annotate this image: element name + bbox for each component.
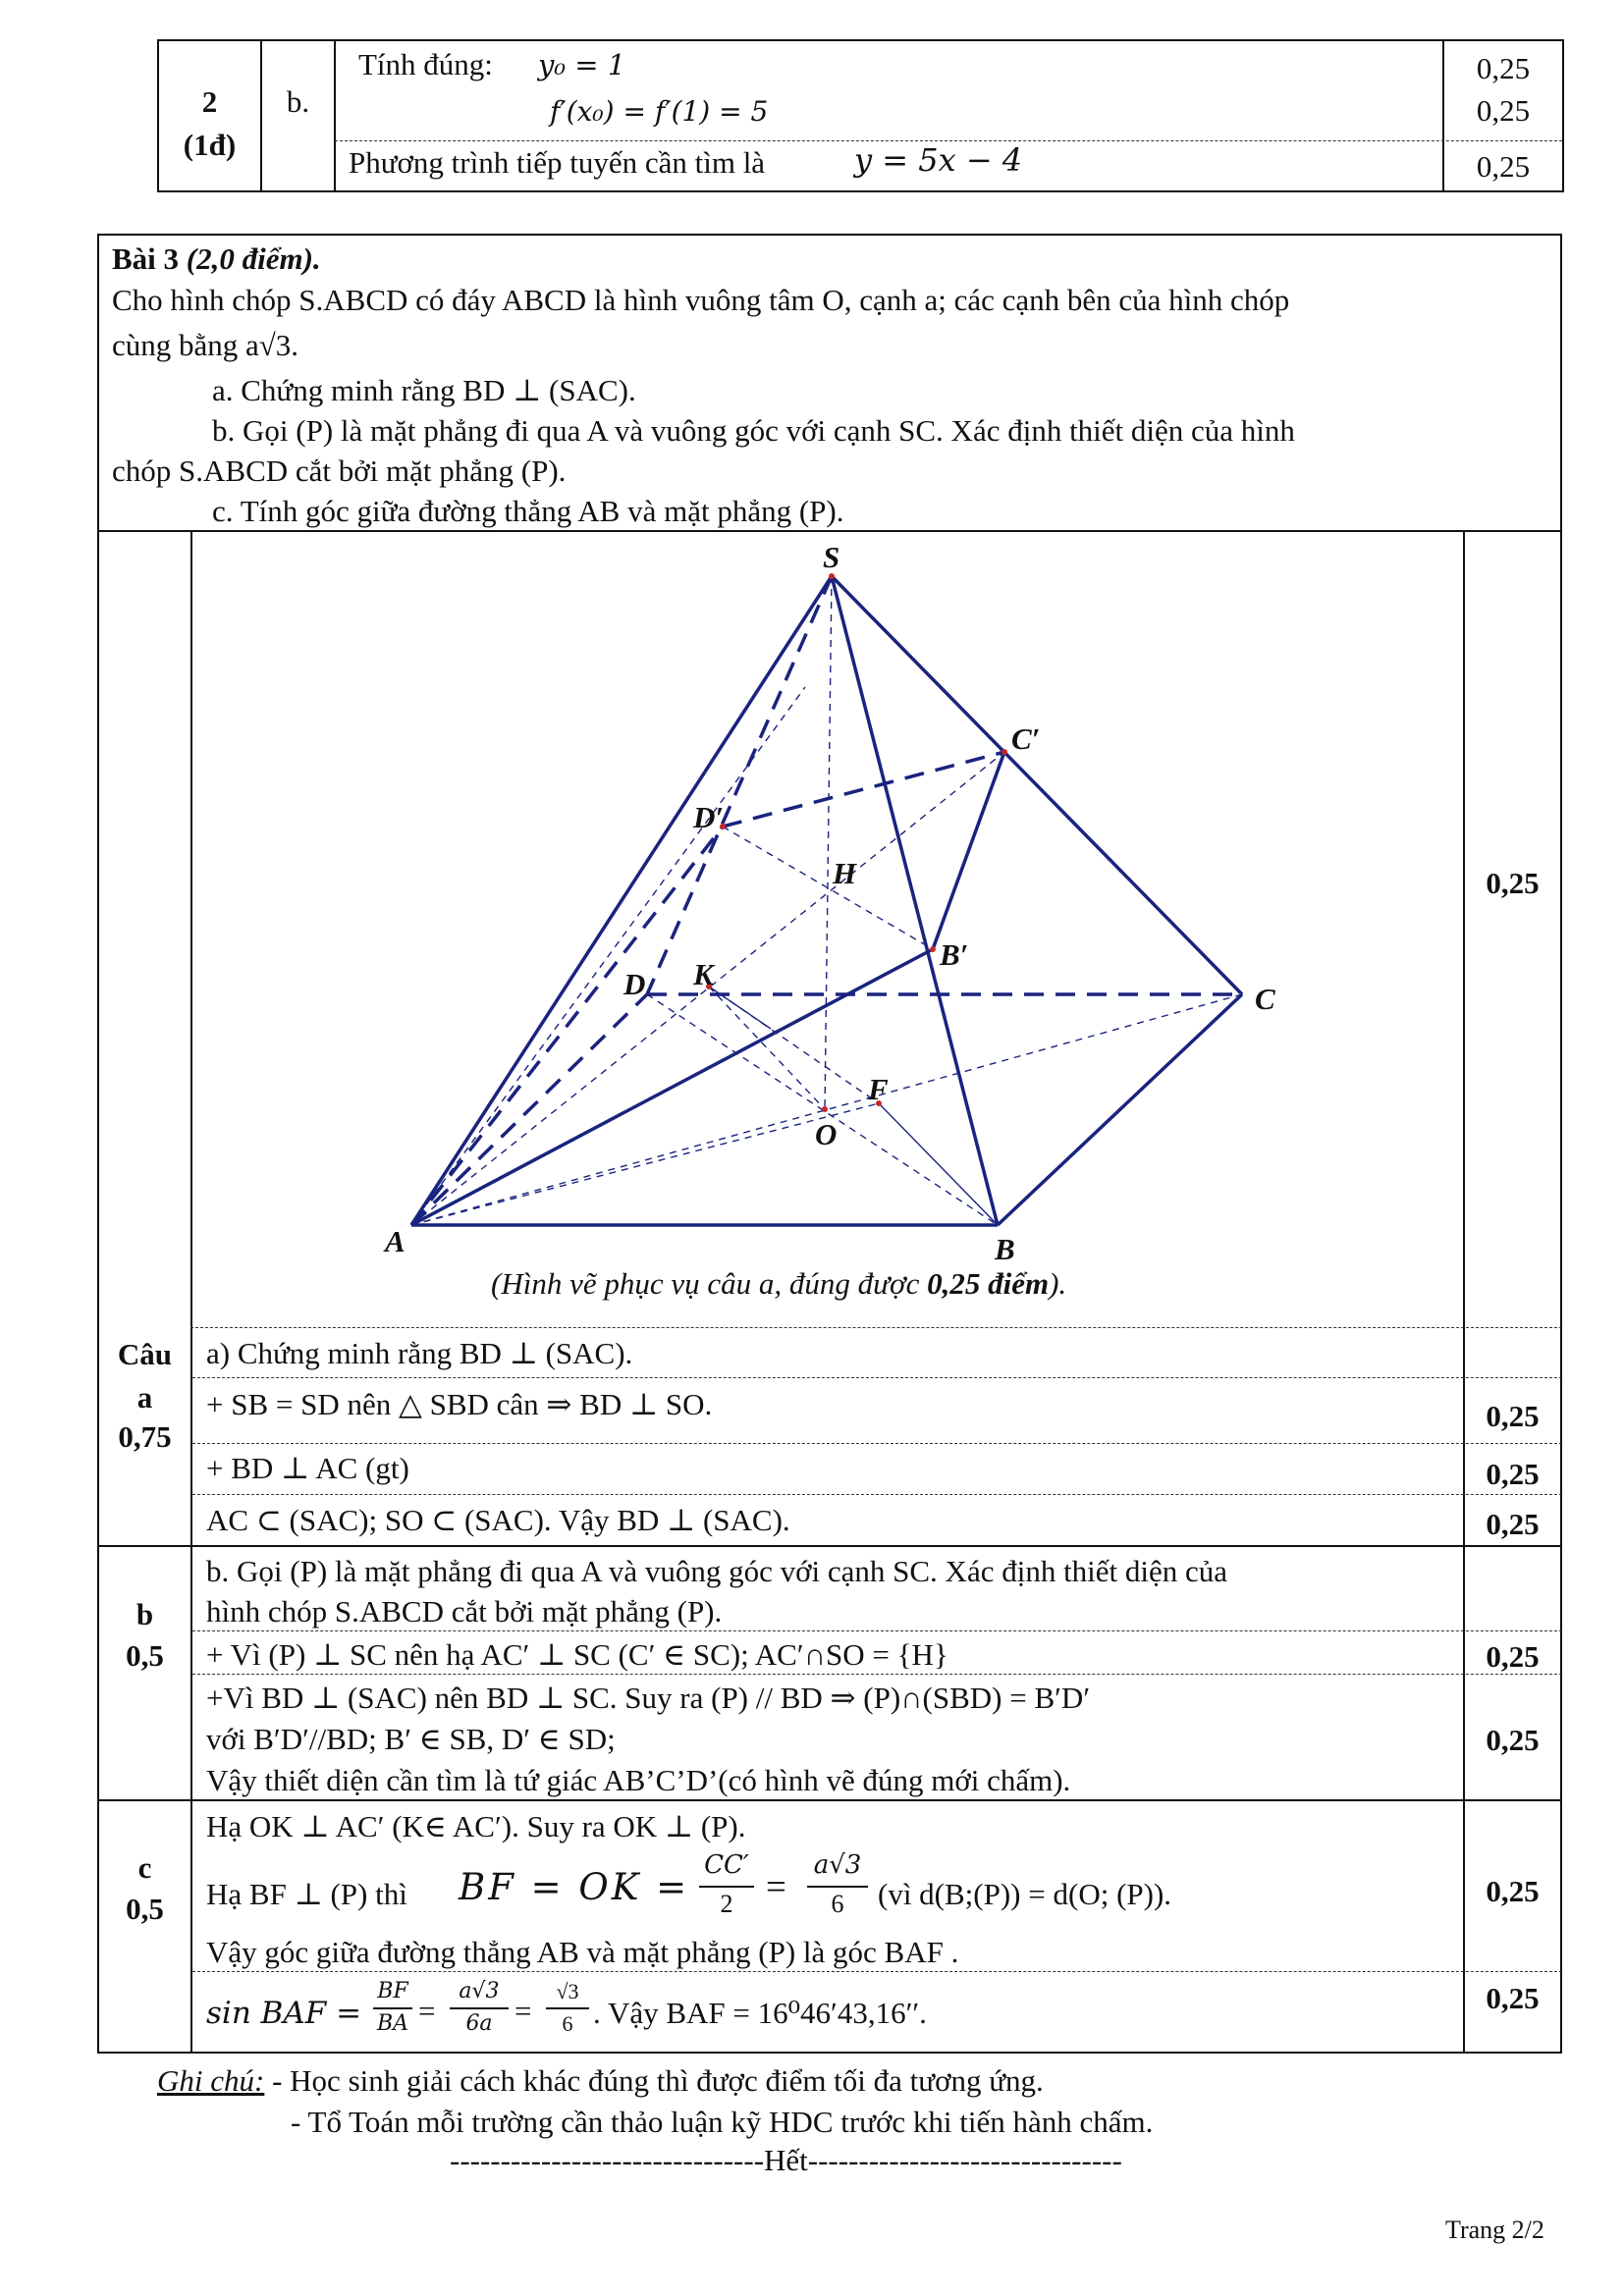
edge-D1C1	[723, 752, 1004, 827]
label-S: S	[823, 540, 840, 574]
part-a-row-1: a) Chứng minh rằng BD ⊥ (SAC).	[206, 1336, 633, 1370]
label-A: A	[385, 1224, 406, 1258]
problem-line-1: Cho hình chóp S.ABCD có đáy ABCD là hình vuông tâm O, cạnh a; các cạnh bên của hình chóp	[112, 283, 1290, 317]
part-c-row-3: Vậy góc giữa đường thẳng AB và mặt phẳng (P) là góc BAF .	[206, 1935, 959, 1969]
part-c-row-2-pre: Hạ BF ⊥ (P) thì	[206, 1877, 407, 1911]
notes-label: Ghi chú:	[157, 2063, 265, 2098]
problem-part-a: a. Chứng minh rằng BD ⊥ (SAC).	[212, 373, 636, 407]
label-O: O	[815, 1117, 838, 1151]
figure-caption: (Hình vẽ phục vụ câu a, đúng được 0,25 điểm).	[491, 1266, 1067, 1301]
edge-SD	[647, 576, 832, 994]
part-c-score-2: 0,25	[1486, 1874, 1540, 1908]
figure-score: 0,25	[1486, 866, 1540, 900]
part-c-row-2-post: (vì d(B;(P)) = d(O; (P)).	[878, 1877, 1172, 1911]
part-c-row-4-post: . Vậy BAF = 16⁰46′43,16′′.	[593, 1996, 927, 2030]
note-2: - Tổ Toán mỗi trường cần thảo luận kỹ HDC trước khi tiến hành chấm.	[291, 2105, 1154, 2139]
line-BF	[879, 1103, 998, 1225]
score-2: 0,25	[1476, 93, 1531, 128]
part-a-label-3: 0,75	[118, 1419, 172, 1454]
part-b-row-3b: với B′D′//BD; B′ ∈ SB, D′ ∈ SD;	[206, 1722, 616, 1756]
edge-BC	[998, 994, 1242, 1225]
question-points: (1đ)	[183, 128, 237, 162]
problem-line-2: cùng bằng a√3.	[112, 328, 299, 362]
frac-a3-den: 6	[831, 1890, 844, 1918]
row3-text: Phương trình tiếp tuyến cần tìm là	[349, 145, 766, 180]
part-b-row-2: + Vì (P) ⊥ SC nên hạ AC′ ⊥ SC (C′ ∈ SC); AC′∩SO = {H}	[206, 1637, 948, 1672]
page-number: Trang 2/2	[1445, 2216, 1544, 2244]
frac-bf-den: BA	[376, 2011, 409, 2036]
score-3: 0,25	[1476, 149, 1531, 184]
part-a-row-3: + BD ⊥ AC (gt)	[206, 1451, 409, 1485]
problem-part-b-line-2: chóp S.ABCD cắt bởi mặt phẳng (P).	[112, 454, 567, 488]
problem-part-c: c. Tính góc giữa đường thẳng AB và mặt phẳng (P).	[212, 494, 844, 528]
label-D: D	[623, 967, 646, 1001]
edge-AD	[411, 994, 647, 1225]
part-a-score-2: 0,25	[1486, 1399, 1540, 1433]
score-1: 0,25	[1476, 51, 1531, 85]
part-c-score-4: 0,25	[1486, 1981, 1540, 2015]
part-b-score-2: 0,25	[1486, 1639, 1540, 1674]
label-C-prime: C′	[1011, 721, 1041, 756]
line-SO	[825, 576, 832, 1109]
line-AS-inner	[411, 687, 805, 1225]
edge-SA	[411, 576, 832, 1225]
row1-math: y₀ = 1	[538, 48, 626, 81]
line-K-B1	[709, 987, 771, 1029]
frac-cc-den: 2	[720, 1890, 733, 1918]
frac-a3-6a-den: 6a	[465, 2011, 493, 2036]
frac-a3-6a-num: a√3	[459, 1979, 500, 2003]
edge-AB1	[411, 949, 933, 1225]
row2-math: f′(x₀) = f′(1) = 5	[550, 95, 769, 128]
label-B: B	[995, 1232, 1015, 1266]
part-label: b.	[286, 84, 310, 119]
line-KO	[709, 987, 825, 1109]
note-1: - Học sinh giải cách khác đúng thì được điểm tối đa tương ứng.	[264, 2063, 1044, 2098]
label-B-prime: B′	[940, 937, 969, 972]
part-b-row-3a: +Vì BD ⊥ (SAC) nên BD ⊥ SC. Suy ra (P) // BD ⇒ (P)∩(SBD) = B′D′	[206, 1681, 1091, 1715]
part-a-row-4: AC ⊂ (SAC); SO ⊂ (SAC). Vậy BD ⊥ (SAC).	[206, 1503, 790, 1537]
label-K: K	[693, 957, 714, 991]
part-b-row-1a: b. Gọi (P) là mặt phẳng đi qua A và vuông góc với cạnh SC. Xác định thiết diện của	[206, 1554, 1228, 1588]
part-a-label-2: a	[136, 1380, 153, 1415]
part-b-row-3c: Vậy thiết diện cần tìm là tứ giác AB’C’D’(có hình vẽ đúng mới chấm).	[206, 1763, 1071, 1797]
edge-SB	[832, 576, 998, 1225]
part-c-row-1: Hạ OK ⊥ AC′ (K∈ AC′). Suy ra OK ⊥ (P).	[206, 1809, 746, 1843]
part-b-label-1: b	[135, 1597, 154, 1631]
part-c-label-2: 0,5	[126, 1892, 164, 1926]
label-H: H	[833, 856, 857, 890]
part-a-score-3: 0,25	[1486, 1457, 1540, 1491]
frac-a3-num: a√3	[813, 1850, 862, 1880]
part-c-row-4-pre: sin BAF =	[206, 1996, 362, 2031]
edge-SC	[832, 576, 1242, 994]
frac-r3-num: √3	[556, 1979, 579, 2003]
problem-points: (2,0 điểm).	[186, 241, 321, 276]
part-c-row-2-eq: BF = OK =	[459, 1866, 690, 1908]
part-c-label-1: c	[137, 1850, 152, 1885]
part-b-label-2: 0,5	[126, 1638, 164, 1673]
problem-title: Bài 3	[112, 241, 180, 276]
label-F: F	[868, 1072, 889, 1106]
row3-math: y = 5x − 4	[854, 141, 1023, 179]
part-b-score-3: 0,25	[1486, 1723, 1540, 1757]
part-a-label-1: Câu	[117, 1337, 173, 1371]
label-D-prime: D′	[693, 800, 725, 834]
end-marker: -------------------------------Hết-------------------------------	[450, 2143, 1122, 2177]
question-number: 2	[201, 84, 218, 119]
frac-bf-num: BF	[377, 1979, 408, 2003]
edge-AD1	[411, 827, 723, 1225]
problem-part-b-line-1: b. Gọi (P) là mặt phẳng đi qua A và vuông góc với cạnh SC. Xác định thiết diện của hình	[212, 413, 1295, 448]
label-C: C	[1255, 982, 1275, 1016]
frac-cc-num: CC′	[704, 1850, 749, 1880]
line-AF	[411, 1103, 879, 1225]
edge-B1C1	[933, 752, 1004, 949]
part-a-row-2: + SB = SD nên △ SBD cân ⇒ BD ⊥ SO.	[206, 1387, 713, 1421]
part-a-score-4: 0,25	[1486, 1507, 1540, 1541]
row1-text: Tính đúng:	[358, 47, 493, 81]
frac-r3-den: 6	[562, 2011, 573, 2036]
part-b-row-1b: hình chóp S.ABCD cắt bởi mặt phẳng (P).	[206, 1594, 723, 1629]
